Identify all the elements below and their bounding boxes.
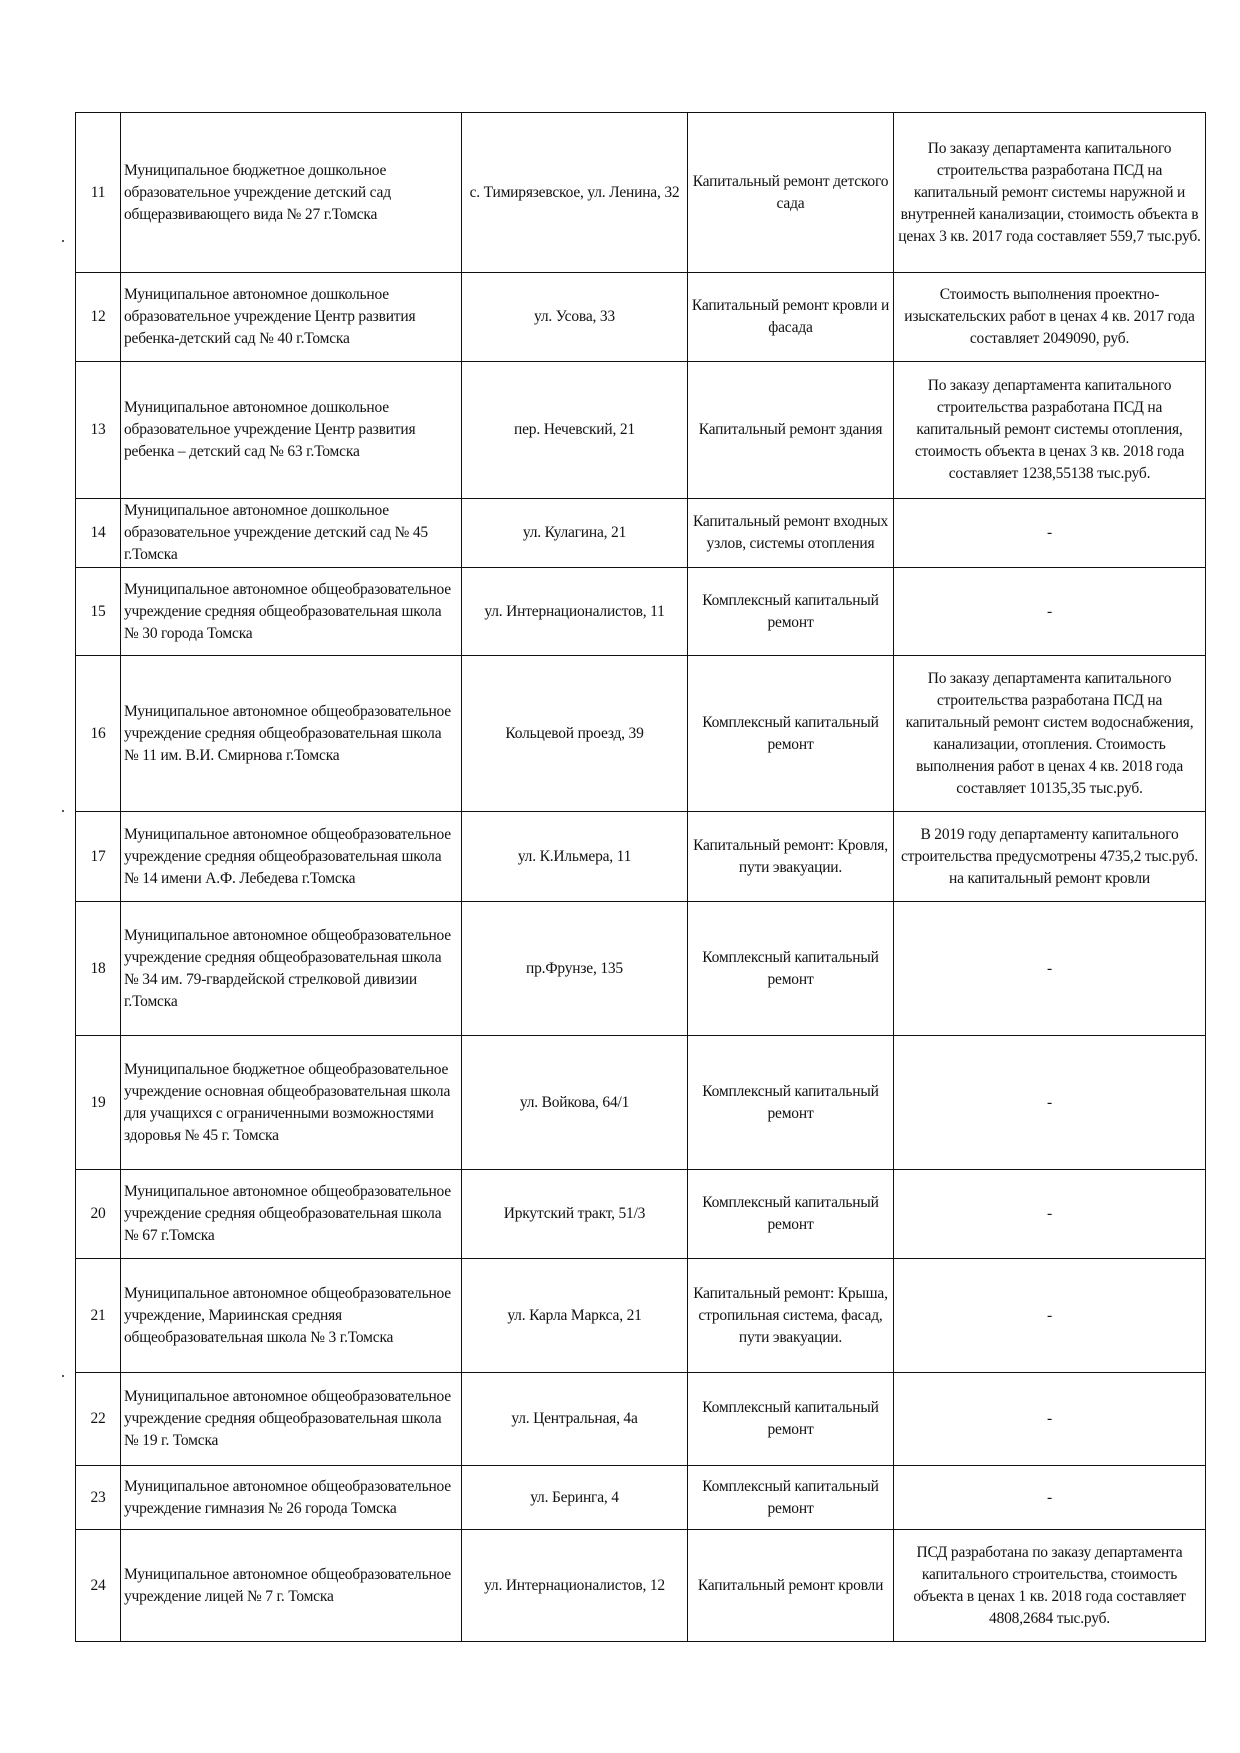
work-type: Капитальный ремонт: Кровля, пути эвакуации. — [688, 812, 894, 902]
table-row — [76, 656, 1206, 812]
table-row — [76, 1530, 1206, 1642]
scan-speck — [62, 810, 64, 812]
address: Иркутский тракт, 51/3 — [462, 1170, 688, 1259]
row-number: 24 — [76, 1530, 121, 1642]
institution-name: Муниципальное автономное общеобразовательное учреждение гимназия № 26 города Томска — [121, 1466, 462, 1530]
note: В 2019 году департаменту капитального строительства предусмотрены 4735,2 тыс.руб. на капитальный ремонт кровли — [894, 812, 1206, 902]
work-type: Капитальный ремонт детского сада — [688, 113, 894, 273]
work-type: Комплексный капитальный ремонт — [688, 1466, 894, 1530]
institution-name: Муниципальное бюджетное дошкольное образовательное учреждение детский сад общеразвивающего вида № 27 г.Томска — [121, 113, 462, 273]
table-row — [76, 1170, 1206, 1259]
note: По заказу департамента капитального строительства разработана ПСД на капитальный ремонт системы наружной и внутренней канализации, стоимость объекта в ценах 3 кв. 2017 года составляет 559,7 тыс.руб. — [894, 113, 1206, 273]
address: пер. Нечевский, 21 — [462, 362, 688, 499]
work-type: Капитальный ремонт: Крыша, стропильная система, фасад, пути эвакуации. — [688, 1259, 894, 1373]
work-type: Комплексный капитальный ремонт — [688, 656, 894, 812]
institution-name: Муниципальное автономное общеобразовательное учреждение, Мариинская средняя общеобразовательная школа № 3 г.Томска — [121, 1259, 462, 1373]
address: ул. Войкова, 64/1 — [462, 1036, 688, 1170]
work-type: Комплексный капитальный ремонт — [688, 902, 894, 1036]
scan-speck — [62, 240, 64, 242]
note: ПСД разработана по заказу департамента капитального строительства, стоимость объекта в ценах 1 кв. 2018 года составляет 4808,2684 тыс.руб. — [894, 1530, 1206, 1642]
work-type: Комплексный капитальный ремонт — [688, 1170, 894, 1259]
institution-name: Муниципальное автономное дошкольное образовательное учреждение Центр развития ребенка-детский сад № 40 г.Томска — [121, 273, 462, 362]
table-row — [76, 113, 1206, 273]
address: с. Тимирязевское, ул. Ленина, 32 — [462, 113, 688, 273]
institution-name: Муниципальное автономное общеобразовательное учреждение средняя общеобразовательная школа № 19 г. Томска — [121, 1373, 462, 1466]
table-row — [76, 499, 1206, 568]
institution-name: Муниципальное автономное дошкольное образовательное учреждение детский сад № 45 г.Томска — [121, 499, 462, 568]
institution-name: Муниципальное бюджетное общеобразовательное учреждение основная общеобразовательная школа для учащихся с ограниченными возможностями здоровья № 45 г. Томска — [121, 1036, 462, 1170]
note: - — [894, 1373, 1206, 1466]
note: - — [894, 1466, 1206, 1530]
scan-speck — [62, 1375, 64, 1377]
row-number: 23 — [76, 1466, 121, 1530]
table-row — [76, 1259, 1206, 1373]
note: - — [894, 568, 1206, 656]
row-number: 21 — [76, 1259, 121, 1373]
note: По заказу департамента капитального строительства разработана ПСД на капитальный ремонт систем водоснабжения, канализации, отопления. Стоимость выполнения работ в ценах 4 кв. 2018 года составляет 10135,35 тыс.руб. — [894, 656, 1206, 812]
row-number: 20 — [76, 1170, 121, 1259]
work-type: Комплексный капитальный ремонт — [688, 568, 894, 656]
row-number: 17 — [76, 812, 121, 902]
row-number: 11 — [76, 113, 121, 273]
table-row — [76, 1466, 1206, 1530]
work-type: Комплексный капитальный ремонт — [688, 1373, 894, 1466]
work-type: Капитальный ремонт кровли и фасада — [688, 273, 894, 362]
table-row — [76, 1373, 1206, 1466]
row-number: 12 — [76, 273, 121, 362]
row-number: 14 — [76, 499, 121, 568]
table-row — [76, 902, 1206, 1036]
row-number: 19 — [76, 1036, 121, 1170]
table-row — [76, 362, 1206, 499]
work-type: Капитальный ремонт кровли — [688, 1530, 894, 1642]
institution-name: Муниципальное автономное общеобразовательное учреждение средняя общеобразовательная школа № 67 г.Томска — [121, 1170, 462, 1259]
work-type: Капитальный ремонт здания — [688, 362, 894, 499]
note: - — [894, 1259, 1206, 1373]
row-number: 15 — [76, 568, 121, 656]
address: ул. Интернационалистов, 12 — [462, 1530, 688, 1642]
note: Стоимость выполнения проектно-изыскательских работ в ценах 4 кв. 2017 года составляет 2049090, руб. — [894, 273, 1206, 362]
address: ул. Центральная, 4а — [462, 1373, 688, 1466]
table-row — [76, 273, 1206, 362]
institution-name: Муниципальное автономное общеобразовательное учреждение средняя общеобразовательная школа № 14 имени А.Ф. Лебедева г.Томска — [121, 812, 462, 902]
row-number: 18 — [76, 902, 121, 1036]
table-row — [76, 568, 1206, 656]
address: ул. Беринга, 4 — [462, 1466, 688, 1530]
note: - — [894, 1036, 1206, 1170]
note: - — [894, 1170, 1206, 1259]
note: По заказу департамента капитального строительства разработана ПСД на капитальный ремонт системы отопления, стоимость объекта в ценах 3 кв. 2018 года составляет 1238,55138 тыс.руб. — [894, 362, 1206, 499]
institution-name: Муниципальное автономное общеобразовательное учреждение лицей № 7 г. Томска — [121, 1530, 462, 1642]
row-number: 16 — [76, 656, 121, 812]
work-type: Капитальный ремонт входных узлов, системы отопления — [688, 499, 894, 568]
address: пр.Фрунзе, 135 — [462, 902, 688, 1036]
institution-name: Муниципальное автономное общеобразовательное учреждение средняя общеобразовательная школа № 11 им. В.И. Смирнова г.Томска — [121, 656, 462, 812]
work-type: Комплексный капитальный ремонт — [688, 1036, 894, 1170]
row-number: 13 — [76, 362, 121, 499]
repair-objects-table — [75, 112, 1206, 1642]
note: - — [894, 902, 1206, 1036]
address: ул. К.Ильмера, 11 — [462, 812, 688, 902]
address: ул. Кулагина, 21 — [462, 499, 688, 568]
address: Кольцевой проезд, 39 — [462, 656, 688, 812]
note: - — [894, 499, 1206, 568]
address: ул. Интернационалистов, 11 — [462, 568, 688, 656]
table-row — [76, 812, 1206, 902]
institution-name: Муниципальное автономное дошкольное образовательное учреждение Центр развития ребенка – детский сад № 63 г.Томска — [121, 362, 462, 499]
row-number: 22 — [76, 1373, 121, 1466]
institution-name: Муниципальное автономное общеобразовательное учреждение средняя общеобразовательная школа № 30 города Томска — [121, 568, 462, 656]
address: ул. Карла Маркса, 21 — [462, 1259, 688, 1373]
address: ул. Усова, 33 — [462, 273, 688, 362]
institution-name: Муниципальное автономное общеобразовательное учреждение средняя общеобразовательная школа № 34 им. 79-гвардейской стрелковой дивизии г.Томска — [121, 902, 462, 1036]
table-row — [76, 1036, 1206, 1170]
